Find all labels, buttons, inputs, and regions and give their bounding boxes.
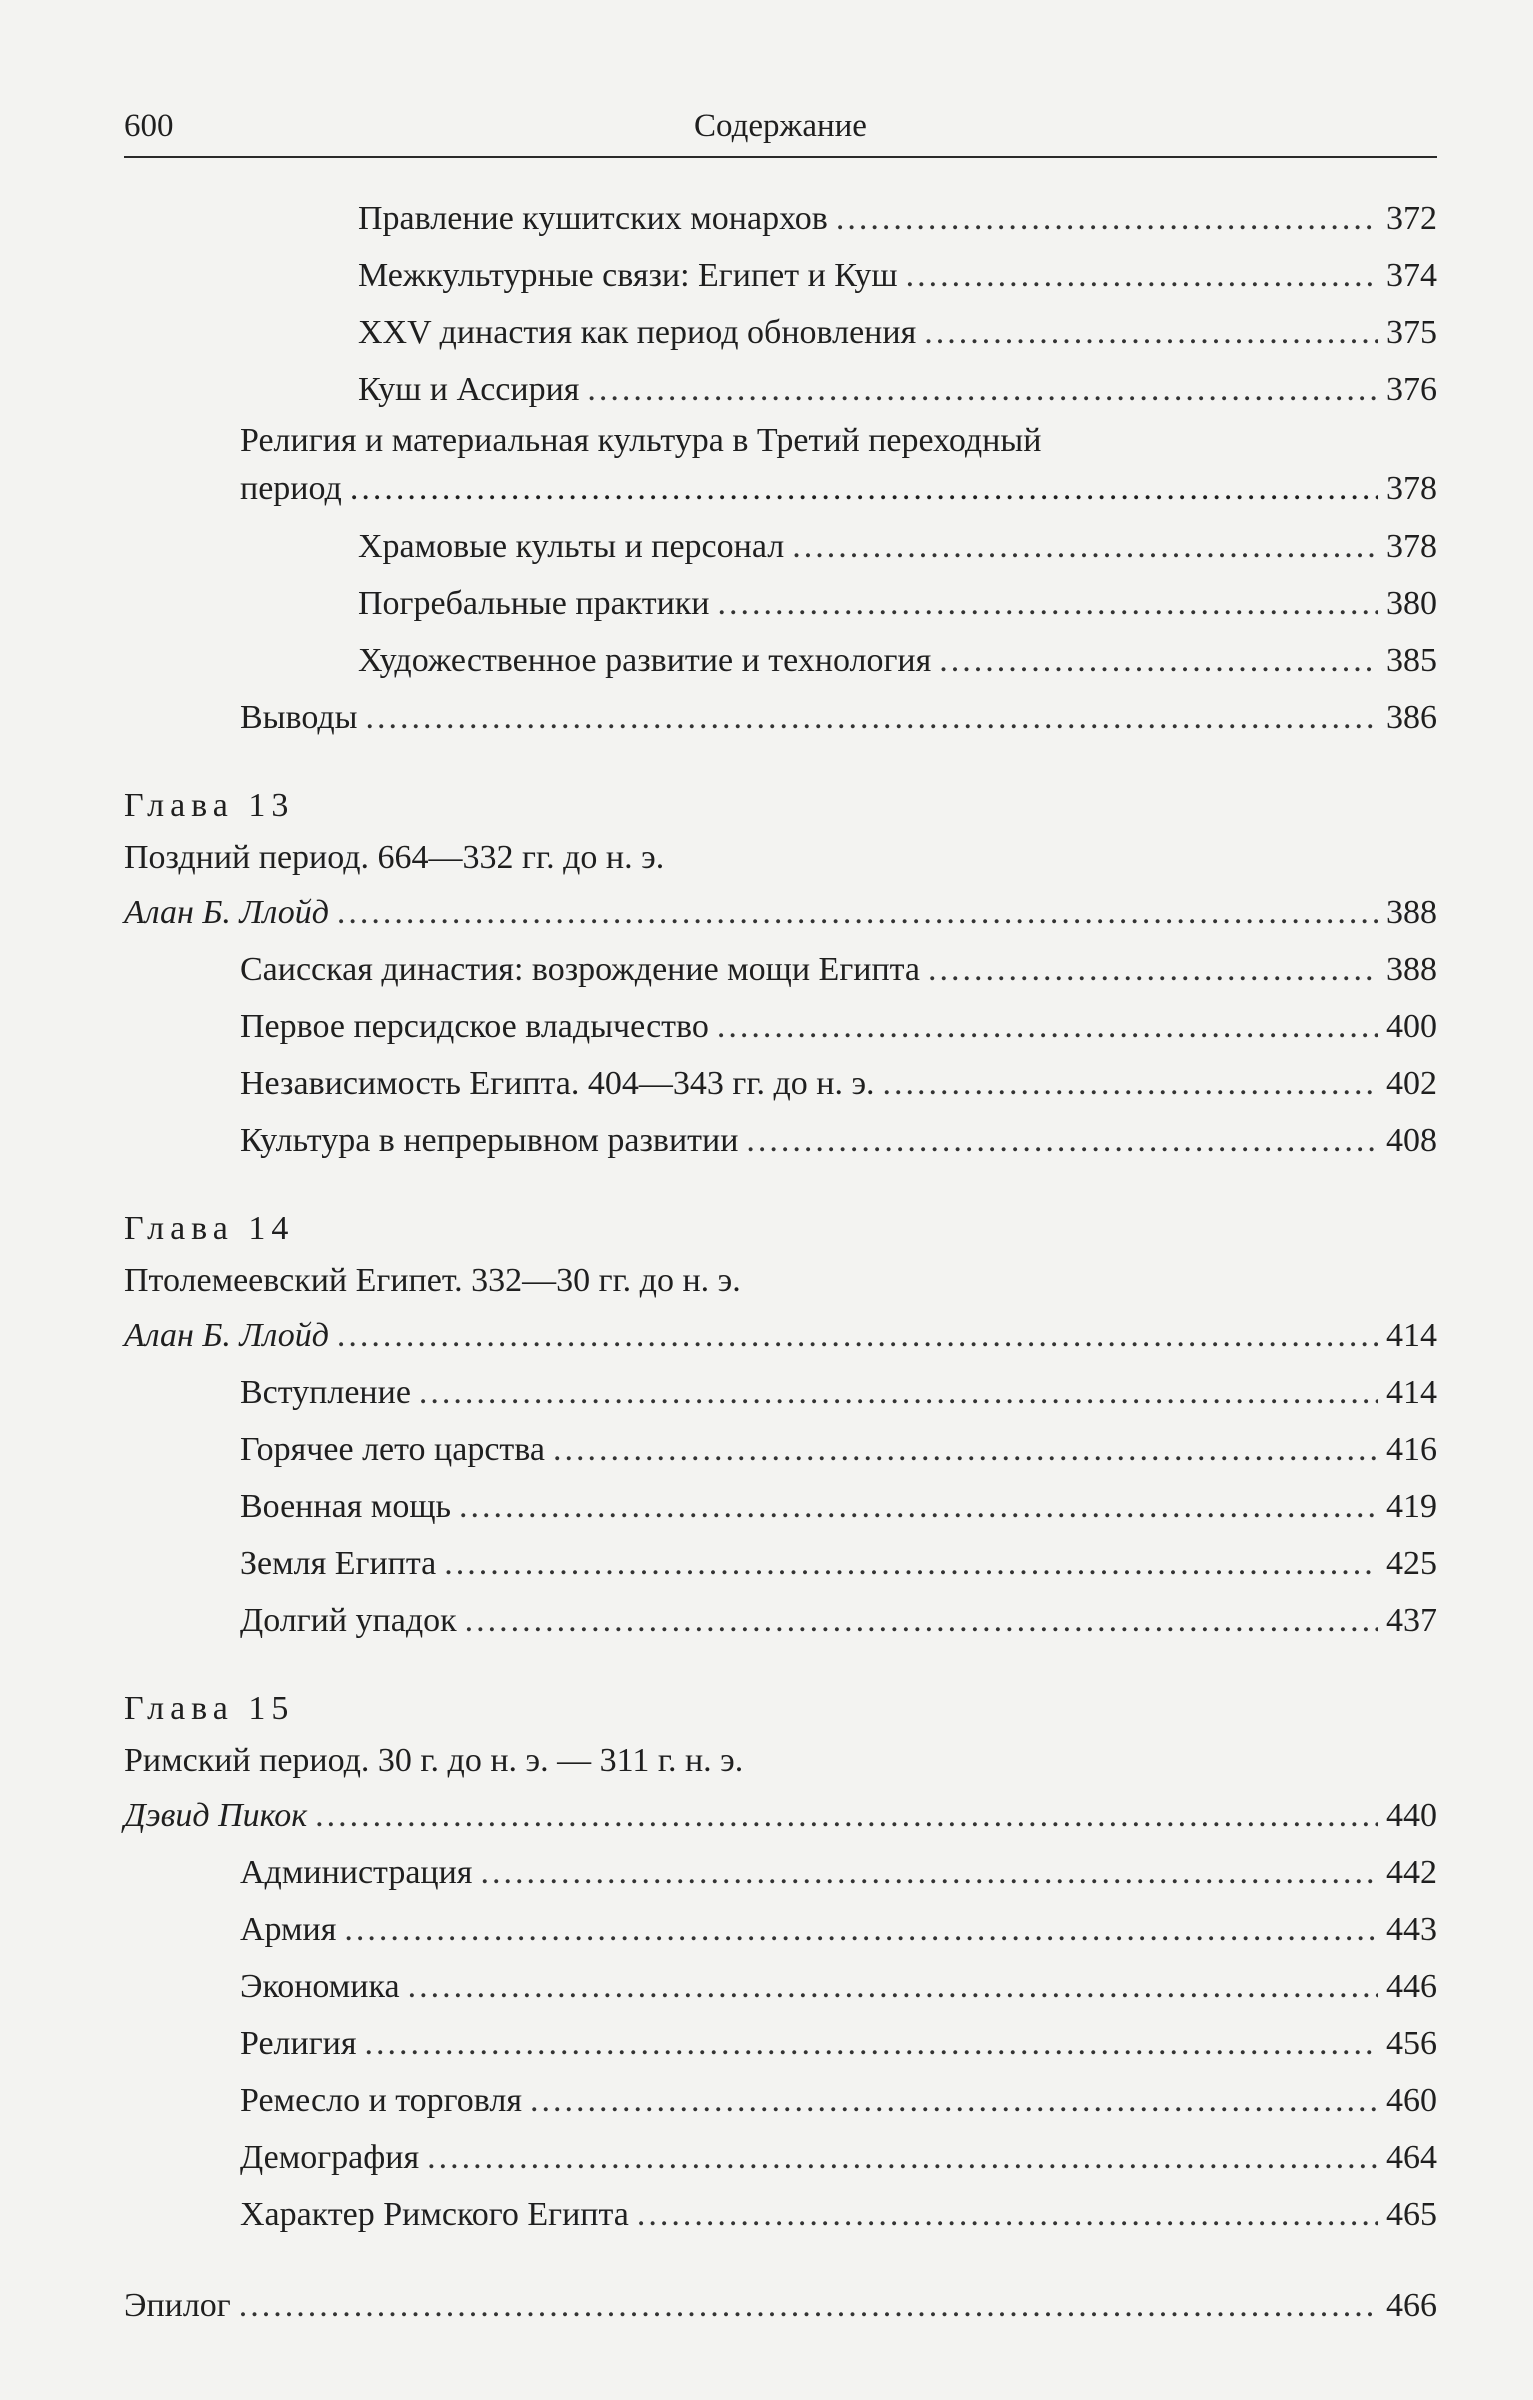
chapter-author[interactable] [124,1787,1437,1844]
toc-entry[interactable] [124,941,1437,998]
leader-dots [465,1592,1378,1649]
toc-entry-page: 465 [1386,2196,1437,2233]
toc-entry[interactable] [124,1364,1437,1421]
toc-entry-page: 385 [1386,642,1437,679]
toc-entry-title: Независимость Египта. 404—343 гг. до н. э. [240,1065,875,1102]
toc-entry-title: Характер Римского Египта [240,2196,629,2233]
toc-entry[interactable] [124,632,1437,689]
toc-entry-page: 378 [1386,528,1437,565]
toc-entry-title: Военная мощь [240,1488,452,1525]
toc-entry[interactable] [124,575,1437,632]
toc-entry-title: Выводы [240,699,358,736]
toc-entry-title-line2: период [240,470,342,507]
toc-entry-title: Культура в непрерывном развитии [240,1122,739,1159]
toc-entry[interactable] [124,361,1437,418]
toc-entry[interactable] [124,1421,1437,1478]
leader-dots [350,466,1378,512]
toc-entry-page: 442 [1386,1854,1437,1891]
leader-dots [365,2015,1379,2072]
leader-dots [906,247,1378,304]
leader-dots [239,2277,1378,2334]
author-name: Дэвид Пикок [124,1797,308,1834]
toc-entry-page: 414 [1386,1317,1437,1354]
toc-entry-page: 425 [1386,1545,1437,1582]
leader-dots [444,1535,1378,1592]
toc-entry-page: 376 [1386,371,1437,408]
leader-dots [419,1364,1378,1421]
author-name: Алан Б. Ллойд [124,894,329,931]
toc-entry-page: 408 [1386,1122,1437,1159]
leader-dots [836,190,1378,247]
toc-entry-title: Храмовые культы и персонал [358,528,785,565]
toc-entry-page: 443 [1386,1911,1437,1948]
toc-entry[interactable] [124,1112,1437,1169]
toc-entry-title: Экономика [240,1968,400,2005]
toc-entry[interactable] [124,1535,1437,1592]
toc-entry[interactable] [124,190,1437,247]
toc-entry-title: Горячее лето царства [240,1431,545,1468]
toc-entry-page: 380 [1386,585,1437,622]
toc-entry-title: Художественное развитие и технология [358,642,932,679]
toc-entry-title: Долгий упадок [240,1602,457,1639]
chapter-title[interactable]: Птолемеевский Египет. 332—30 гг. до н. э. [124,1262,741,1299]
leader-dots [717,998,1378,1055]
toc-entry-page: 437 [1386,1602,1437,1639]
toc-entry-title: Религия [240,2025,357,2062]
chapter-label: Глава 14 [124,1210,295,1247]
toc-entry[interactable] [124,247,1437,304]
toc-entry-page: 466 [1386,2287,1437,2324]
running-head [124,104,1437,158]
leader-dots [337,884,1378,941]
toc-entry-title: Вступление [240,1374,411,1411]
page-number: 600 [124,108,174,144]
toc-entry-title: Межкультурные связи: Египет и Куш [358,257,898,294]
toc-entry-page: 446 [1386,1968,1437,2005]
leader-dots [366,689,1378,746]
toc-entry[interactable] [124,998,1437,1055]
chapter-label: Глава 15 [124,1690,295,1727]
leader-dots [530,2072,1378,2129]
toc-entry-title: Правление кушитских монархов [358,200,828,237]
toc-entry[interactable] [124,1844,1437,1901]
leader-dots [939,632,1378,689]
leader-dots [883,1055,1378,1112]
toc-entry-page: 388 [1386,951,1437,988]
leader-dots [587,361,1378,418]
chapter-title[interactable]: Поздний период. 664—332 гг. до н. э. [124,839,665,876]
leader-dots [792,518,1378,575]
toc-entry-conclusions[interactable] [124,689,1437,746]
toc-entry[interactable] [124,304,1437,361]
chapter-author[interactable] [124,1307,1437,1364]
toc-entry-title: Погребальные практики [358,585,710,622]
toc-entry-page: 386 [1386,699,1437,736]
toc-entry-page: 460 [1386,2082,1437,2119]
toc-entry-page: 419 [1386,1488,1437,1525]
toc-entry[interactable] [124,1592,1437,1649]
toc-entry-page: 378 [1386,470,1437,507]
toc-entry-page: 372 [1386,200,1437,237]
toc-entry-page: 414 [1386,1374,1437,1411]
running-head-title: Содержание [694,108,867,144]
toc-entry-page: 402 [1386,1065,1437,1102]
toc-entry-religion[interactable] [124,418,1437,518]
leader-dots [408,1958,1378,2015]
toc-entry-page: 456 [1386,2025,1437,2062]
author-name: Алан Б. Ллойд [124,1317,329,1354]
leader-dots [746,1112,1378,1169]
toc-entry[interactable] [124,518,1437,575]
toc-entry-page: 375 [1386,314,1437,351]
toc-entry-title: Эпилог [124,2287,231,2324]
toc-entry-title: XXV династия как период обновления [358,314,917,351]
toc-entry[interactable] [124,2015,1437,2072]
toc-entry[interactable] [124,1055,1437,1112]
toc-entry[interactable] [124,1958,1437,2015]
leader-dots [337,1307,1378,1364]
leader-dots [637,2186,1378,2243]
leader-dots [924,304,1378,361]
toc-entry-title: Армия [240,1911,337,1948]
leader-dots [553,1421,1378,1478]
leader-dots [427,2129,1378,2186]
chapter-title[interactable]: Римский период. 30 г. до н. э. — 311 г. н. э. [124,1742,744,1779]
toc-entry-title: Саисская династия: возрождение мощи Египта [240,951,921,988]
toc-entry-epilogue[interactable] [124,2277,1437,2334]
toc-entry-page: 374 [1386,257,1437,294]
toc-entry-page: 440 [1386,1797,1437,1834]
toc-entry-title: Первое персидское владычество [240,1008,709,1045]
toc-entry-title: Администрация [240,1854,473,1891]
leader-dots [718,575,1378,632]
toc-entry-page: 388 [1386,894,1437,931]
toc-entry[interactable] [124,2186,1437,2243]
chapter-label: Глава 13 [124,787,295,824]
toc-entry-page: 400 [1386,1008,1437,1045]
toc-entry-title: Земля Египта [240,1545,437,1582]
toc-entry-title-line1: Религия и материальная культура в Третий переходный [240,422,1042,459]
toc-entry-page: 416 [1386,1431,1437,1468]
toc-entry[interactable] [124,1901,1437,1958]
toc-entry-title: Куш и Ассирия [358,371,580,408]
leader-dots [480,1844,1378,1901]
toc-entry[interactable] [124,2072,1437,2129]
toc-entry-title: Ремесло и торговля [240,2082,522,2119]
leader-dots [928,941,1378,998]
leader-dots [315,1787,1378,1844]
table-of-contents [124,190,1437,2334]
toc-entry-page: 464 [1386,2139,1437,2176]
toc-entry[interactable] [124,2129,1437,2186]
toc-entry[interactable] [124,1478,1437,1535]
leader-dots [459,1478,1378,1535]
chapter-author[interactable] [124,884,1437,941]
leader-dots [344,1901,1378,1958]
toc-entry-title: Демография [240,2139,420,2176]
